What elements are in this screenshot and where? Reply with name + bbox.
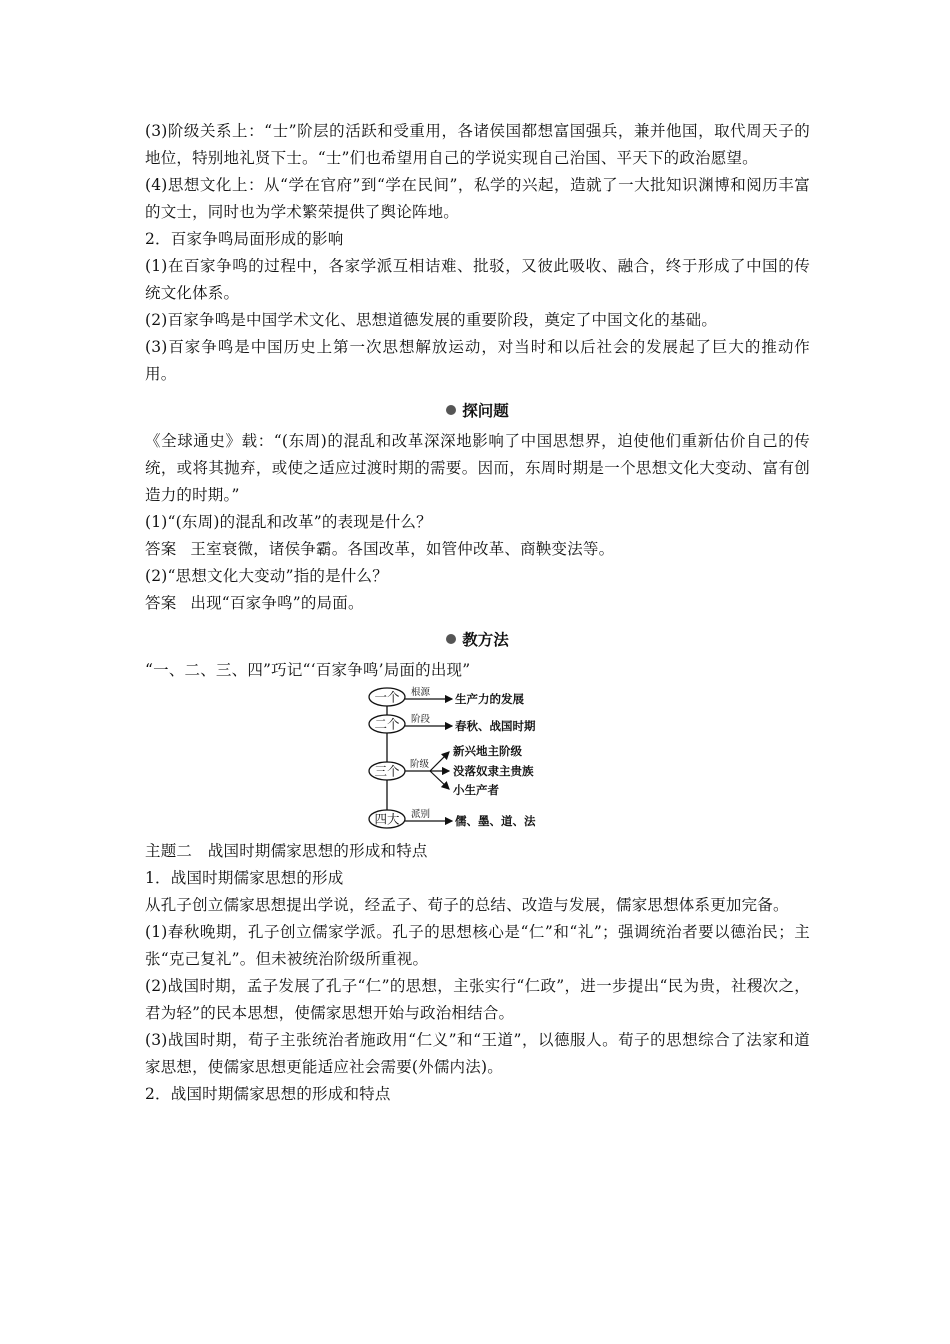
mnemonic-diagram — [368, 686, 588, 836]
paragraph-influence-2: (2)百家争鸣是中国学术文化、思想道德发展的重要阶段，奠定了中国文化的基础。 — [145, 311, 718, 329]
subheading-influence: 2．百家争鸣局面形成的影响 — [145, 230, 344, 248]
quote-paragraph: 《全球通史》载：“(东周)的混乱和改革深深地影响了中国思想界，迫使他们重新估价自己的传统，或将其抛弃，或使之适应过渡时期的需要。因而，东周时期是一个思想文化大变动、富有创造力的时期。” — [145, 432, 810, 504]
section-heading-method — [145, 626, 810, 653]
node-three — [369, 744, 534, 797]
topic2-paragraph-mencius: (2)战国时期，孟子发展了孔子“仁”的思想，主张实行“仁政”，进一步提出“民为贵，社稷次之，君为轻”的民本思想，使儒家思想开始与政治相结合。 — [145, 977, 810, 1022]
paragraph-influence-1: (1)在百家争鸣的过程中，各家学派互相诘难、批驳，又彼此吸收、融合，终于形成了中国的传统文化体系。 — [145, 257, 810, 302]
target-text: 生产力的发展 — [454, 692, 524, 706]
arrow — [430, 752, 449, 771]
bullet-dot-icon — [446, 634, 456, 644]
topic2-paragraph-xunzi: (3)战国时期，荀子主张统治者施政用“仁义”和“王道”，以德服人。荀子的思想综合了法家和道家思想，使儒家思想更能适应社会需要(外儒内法)。 — [145, 1031, 810, 1076]
target-text: 春秋、战国时期 — [454, 719, 535, 733]
node-one — [369, 686, 524, 706]
answer-label: 答案 — [145, 540, 177, 558]
document-page — [145, 118, 810, 1108]
arrow-label: 根源 — [410, 687, 430, 698]
node-label: 一个 — [373, 689, 400, 705]
node-label: 四大 — [373, 811, 400, 827]
target-text: 新兴地主阶级 — [452, 744, 522, 758]
section-title: 教方法 — [462, 630, 509, 649]
answer-1 — [145, 536, 810, 563]
bullet-dot-icon — [446, 405, 456, 415]
answer-label: 答案 — [145, 594, 177, 612]
target-text: 没落奴隶主贵族 — [452, 764, 533, 778]
topic2-subheading-2: 2．战国时期儒家思想的形成和特点 — [145, 1085, 391, 1103]
paragraph-class-relations: (3)阶级关系上：“士”阶层的活跃和受重用，各诸侯国都想富国强兵，兼并他国，取代周天子的地位，特别地礼贤下士。“士”们也希望用自己的学说实现自己治国、平天下的政治愿望。 — [145, 122, 810, 167]
mnemonic-title: “一、二、三、四”巧记“‘百家争鸣’局面的出现” — [145, 661, 471, 679]
question-1: (1)“(东周)的混乱和改革”的表现是什么？ — [145, 513, 432, 531]
section-heading-explore — [145, 397, 810, 424]
node-label: 三个 — [373, 763, 400, 779]
topic2-heading: 主题二 战国时期儒家思想的形成和特点 — [145, 842, 428, 860]
answer-text: 出现“百家争鸣”的局面。 — [190, 594, 364, 612]
arrow-label: 阶级 — [409, 759, 429, 770]
node-two — [369, 714, 536, 733]
section-title: 探问题 — [462, 401, 509, 420]
paragraph-influence-3: (3)百家争鸣是中国历史上第一次思想解放运动，对当时和以后社会的发展起了巨大的推动作用。 — [145, 338, 810, 383]
arrow-label: 派别 — [410, 809, 430, 820]
answer-text: 王室衰微，诸侯争霸。各国改革，如管仲改革、商鞅变法等。 — [190, 540, 615, 558]
arrow — [430, 771, 449, 789]
target-text: 儒、墨、道、法 — [454, 814, 535, 828]
answer-2 — [145, 590, 810, 617]
paragraph-culture: (4)思想文化上：从“学在官府”到“学在民间”，私学的兴起，造就了一大批知识渊博和阅历丰富的文士，同时也为学术繁荣提供了舆论阵地。 — [145, 176, 810, 221]
node-four — [369, 808, 536, 828]
arrow-label: 阶段 — [410, 714, 430, 725]
node-label: 二个 — [373, 716, 400, 732]
target-text: 小生产者 — [452, 783, 499, 797]
topic2-paragraph-overview: 从孔子创立儒家思想提出学说，经孟子、荀子的总结、改造与发展，儒家思想体系更加完备。 — [145, 896, 789, 914]
topic2-subheading-1: 1．战国时期儒家思想的形成 — [145, 869, 344, 887]
question-2: (2)“思想文化大变动”指的是什么？ — [145, 567, 388, 585]
topic2-paragraph-confucius: (1)春秋晚期，孔子创立儒家学派。孔子的思想核心是“仁”和“礼”；强调统治者要以德治民；主张“克己复礼”。但未被统治阶级所重视。 — [145, 923, 810, 968]
